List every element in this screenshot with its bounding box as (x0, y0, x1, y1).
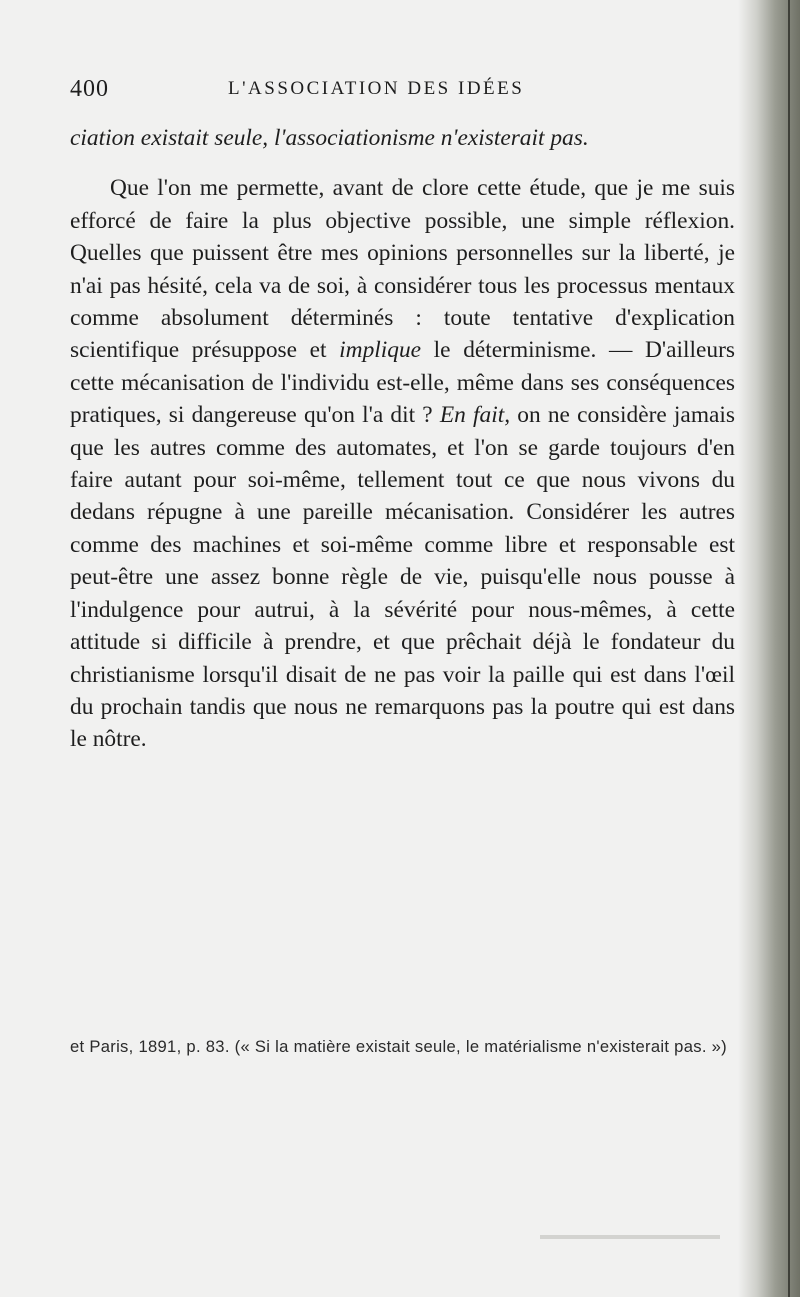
paragraph-text-1: Que l'on me permette, avant de clore cette étude, que je me suis efforcé de faire la plus objective possible, une simple réflexion. Quelles que puissent être mes opinions personnelles sur la liberté, je n'ai pas hésité, cela va de soi, à considérer tous les processus mentaux comme absolument déterminés : toute tentative d'explication scientifique présuppose et (70, 175, 735, 364)
emphasis-en-fait: En fait, (439, 402, 511, 429)
page-edge-line (788, 0, 790, 1297)
running-head: L'ASSOCIATION DES IDÉES (228, 78, 525, 99)
footnote-text: et Paris, 1891, p. 83. (« Si la matière existait seule, le matérialisme n'existerait pas. ») (70, 1037, 728, 1056)
body-text (70, 122, 735, 756)
paragraph-text-3: on ne considère jamais que les autres comme des automates, et l'on se garde toujours d'en faire autant pour soi-même, tellement tout ce que nous vivons du dedans répugne à une pareille mécanisation. Considérer les autres comme des machines et soi-même comme libre et responsable est peut-être une assez bonne règle de vie, puisqu'elle nous pousse à l'indulgence pour autrui, à la sévérité pour nous-mêmes, à cette attitude si difficile à prendre, et que prêchait déjà le fondateur du christianisme lorsqu'il disait de ne pas voir la paille qui est dans l'œil du prochain tandis que nous ne remarquons pas la poutre qui est dans le nôtre. (70, 402, 735, 753)
page-number: 400 (70, 76, 109, 102)
page-header (70, 76, 730, 106)
paragraph (70, 172, 735, 755)
footnote (70, 1034, 735, 1059)
emphasis-implique: implique (339, 337, 422, 364)
continuation-text: ciation existait seule, l'associationisme n'existerait pas. (70, 125, 589, 151)
paragraph-text-2: le déterminisme. — D'ailleurs cette mécanisation de l'individu est-elle, même dans ses conséquences pratiques, si dangereuse qu'on l'a dit ? (70, 337, 735, 429)
page-gutter (738, 0, 800, 1297)
page-smudge (540, 1235, 720, 1239)
